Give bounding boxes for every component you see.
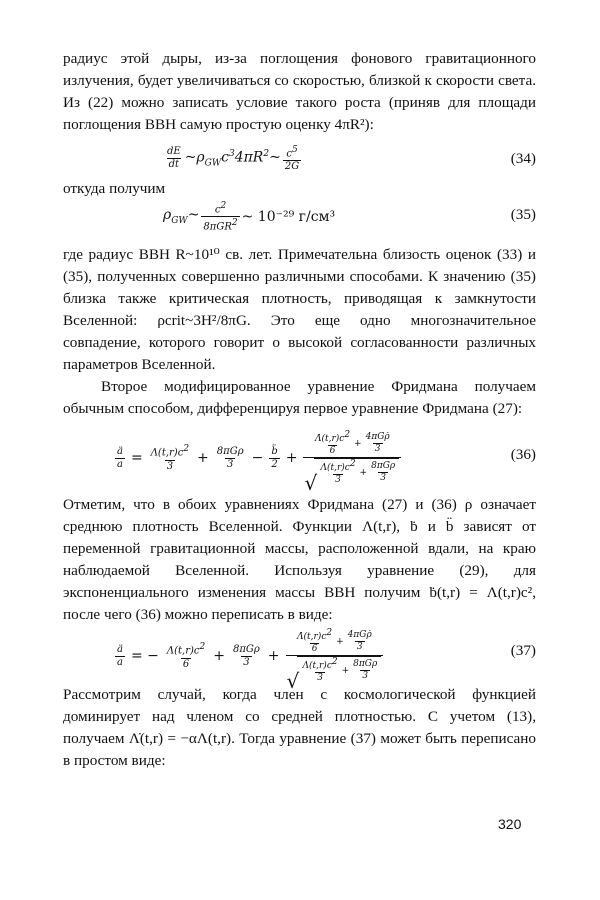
equation-35-body: $\rho_{GW}\sim$ $\frac{c^2}{8\pi GR^2}$ ~ 10⁻²⁹ г/см³: [163, 201, 336, 233]
equation-35-number: (35): [510, 206, 536, 223]
equation-37-number: (37): [510, 642, 536, 659]
equation-36-body: $\frac{ä}{a}$ = $\frac{\Lambda(t,r)c^2}{3}$ + $\frac{\text{8πGρ}}{3}$ − $\frac{b̈}{2}$ + $\frac{\Lambdȧ(t,r)c^2}{6}$ + $\frac{\text{4πGρ̇}}{3}$ √ $\frac{\Lambda(t,r)c^2}{3}$ + $\frac{\text{8πGρ}}{3}$: [113, 430, 403, 486]
equation-35: [63, 200, 536, 236]
paragraph-5: Отметим, что в обоих уравнениях Фридмана (27) и (36) ρ означает среднюю плотность Вселенной. Функции Λ(t,r), ḃ и b̈ зависят от переменной гравитационной массы, расположенной вдали, на краю наблюдаемой Вселенной. Используя уравнение (29), для экспоненциального изменения массы ВВН получим ḃ(t,r) = Λ(t,r)c², после чего (36) можно переписать в виде:: [63, 496, 536, 623]
page-number: 320: [498, 816, 522, 832]
equation-36-number: (36): [510, 446, 536, 463]
equation-34: [63, 142, 536, 178]
paragraph-2: откуда получим: [63, 180, 166, 197]
equation-36: [63, 424, 536, 488]
equation-37: [63, 626, 536, 684]
paragraph-6: Рассмотрим случай, когда член с космологической функцией доминирует над членом со средней плотностью. С учетом (13), получаем Λ̇(t,r) = −αΛ(t,r). Тогда уравнение (37) может быть переписано в простом виде:: [63, 686, 536, 769]
equation-35-value: 10⁻²⁹ г/см³: [257, 208, 336, 225]
paragraph-4: Второе модифицированное уравнение Фридмана получаем обычным способом, дифференцируя первое уравнение Фридмана (27):: [63, 378, 536, 417]
equation-34-number: (34): [510, 150, 536, 167]
paragraph-3: где радиус ВВН R~10¹⁰ св. лет. Примечательна близость оценок (33) и (35), полученных совершенно различными способами. К значению (35) близка также критическая плотность, приводящая к замкнутости Вселенной: ρcrit~3H²/8πG. Это еще одно многозначительное совпадение, которого говорит о высокой согласованности различных параметров Вселенной.: [63, 246, 536, 373]
page-body: [63, 48, 536, 772]
paragraph-1: радиус этой дыры, из-за поглощения фонового гравитационного излучения, будет увеличиваться со скоростью, близкой к скорости света. Из (22) можно записать условие такого роста (приняв для площади поглощения ВВН самую простую оценку 4πR²):: [63, 50, 536, 133]
equation-37-body: $\frac{ä}{a}$ = − $\frac{\Lambda(t,r)c^2}{6}$ + $\frac{\text{8πGρ}}{3}$ + $\frac{\Lambdȧ(t,r)c^2}{6}$ + $\frac{\text{4πGρ̇}}{3}$ √ $\frac{\Lambda(t,r)c^2}{3}$ + $\frac{\text{8πGρ}}{3}$: [113, 628, 385, 684]
equation-34-body: $\frac{dE}{dt}$ $\sim\rho_{GW}c^34\pi R^2\sim$ $\frac{c^5}{2G}$: [167, 145, 300, 173]
